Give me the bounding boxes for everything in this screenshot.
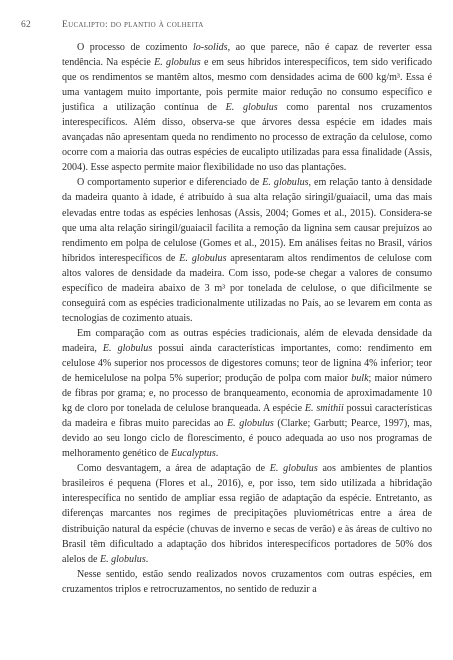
text-run: possui ainda características importantes, como: rendimento em celulose 4% superior nos processos de digestores comuns; teor de lignina 4% inferior; teor de hemicelulose na polpa 5% superior; produção de polpa com maior [62, 342, 432, 385]
text-run: . [145, 553, 149, 565]
text-run: e em seus híbridos interespecíficos, tem sido verificado que os rendimentos se mantêm altos, mesmo com densidades acima de 600 kg/m³. Essa é uma vantagem muito importante, pois permite maior redução no consumo específico e justifica a utilização contínua de [62, 57, 432, 114]
paragraph [62, 461, 432, 566]
text-run: (Clarke; Garbutt; Pearce, 1997), mas, devido ao seu longo ciclo de florescimento, é pouco adequada ao uso nos programas de melhoramento genético de [62, 418, 432, 460]
text-run: . [215, 448, 219, 460]
running-head: Eucalipto: do plantio à colheita [62, 20, 204, 30]
italic-term: lo-solids [192, 42, 228, 53]
italic-term: bulk [351, 373, 369, 385]
body-text [62, 40, 432, 597]
paragraph [62, 40, 432, 175]
text-run: Em comparação com as outras espécies tradicionais, além de elevada densidade da madeira, [62, 327, 432, 354]
italic-term: E. globulus [225, 102, 278, 114]
text-run: O processo de cozimento [77, 42, 193, 53]
italic-term: E. globulus [227, 418, 274, 430]
text-run: O comportamento superior e diferenciado de [77, 177, 263, 189]
page-number: 62 [21, 20, 32, 30]
paragraph [62, 326, 432, 461]
text-run: aos ambientes de plantios brasileiros é pequena (Flores et al., 2016), e, por isso, tem sido utilizada a hibridação interespecífica no sentido de ampliar essa região de adaptação da espécie. Entretanto, as diferenças marcantes nos regimes de precipitações pluviométricas entre a área de distribuição natural da espécie (chuvas de inverno e secas de verão) e às áreas de cultivo no Brasil têm dificultado a adaptação dos híbridos interespecíficos portadores de 50% dos alelos de [62, 463, 432, 565]
italic-term: E. globulus [262, 177, 309, 189]
italic-term: E. globulus [269, 463, 318, 475]
italic-term: E. globulus [102, 342, 153, 354]
text-run: como parental nos cruzamentos interespecíficos. Além disso, observa-se que árvores dessa espécie em idades mais avançadas não apresentam queda no rendimento no processo de extração da celulose, como ocorre com a maioria das outras espécies de eucalipto utilizadas para essa finalidade (Assis, 2004). Esse aspecto permite maior flexibilidade no uso das plantações. [62, 102, 432, 174]
paragraph [62, 567, 432, 597]
text-run: ; maior número de fibras por grama; e, no processo de branqueamento, economia de aproximadamente 10 kg de cloro por tonelada de celulose branqueada. A espécie [62, 373, 432, 415]
text-run: Como desvantagem, a área de adaptação de [77, 463, 270, 475]
italic-term: E. globulus [179, 252, 227, 264]
italic-term: E. globulus [154, 57, 201, 69]
text-run: possui características da madeira e fibras muito parecidas ao [62, 403, 432, 430]
text-run: apresentaram altos rendimentos de celulose com altos valores de densidade da madeira. Com isso, pode-se chegar a valores de consumo específico de madeira abaixo de 3 m³ por tonelada de celulose, o que dificilmente se conseguirá com as espécies tradicionalmente utilizadas no País, ao se levarem em conta as tecnologias de cozimento atuais. [62, 252, 432, 324]
text-run: , em relação tanto à densidade da madeira quanto à idade, é atribuído à sua alta relação siringil/guaiacil, uma das mais elevadas entre todas as espécies lenhosas (Assis, 2004; Gomes et al., 2015). Considera-se que uma alta relação siringil/guaiacil facilita a remoção da lignina sem causar prejuízos ao rendimento em polpa de celulose (Gomes et al., 2015). Em análises feitas no Brasil, vários híbridos interespecíficos de [62, 177, 432, 264]
italic-term: E. globulus [99, 553, 146, 565]
text-run: Nesse sentido, estão sendo realizados novos cruzamentos com outras espécies, em cruzamentos triplos e retrocruzamentos, no sentido de reduzir a [62, 568, 432, 595]
italic-term: Eucalyptus [171, 448, 216, 460]
italic-term: E. smithii [304, 403, 344, 415]
page-header [21, 20, 432, 34]
text-run: , ao que parece, não é capaz de reverter essa tendência. Na espécie [62, 42, 432, 69]
paragraph [62, 175, 432, 325]
